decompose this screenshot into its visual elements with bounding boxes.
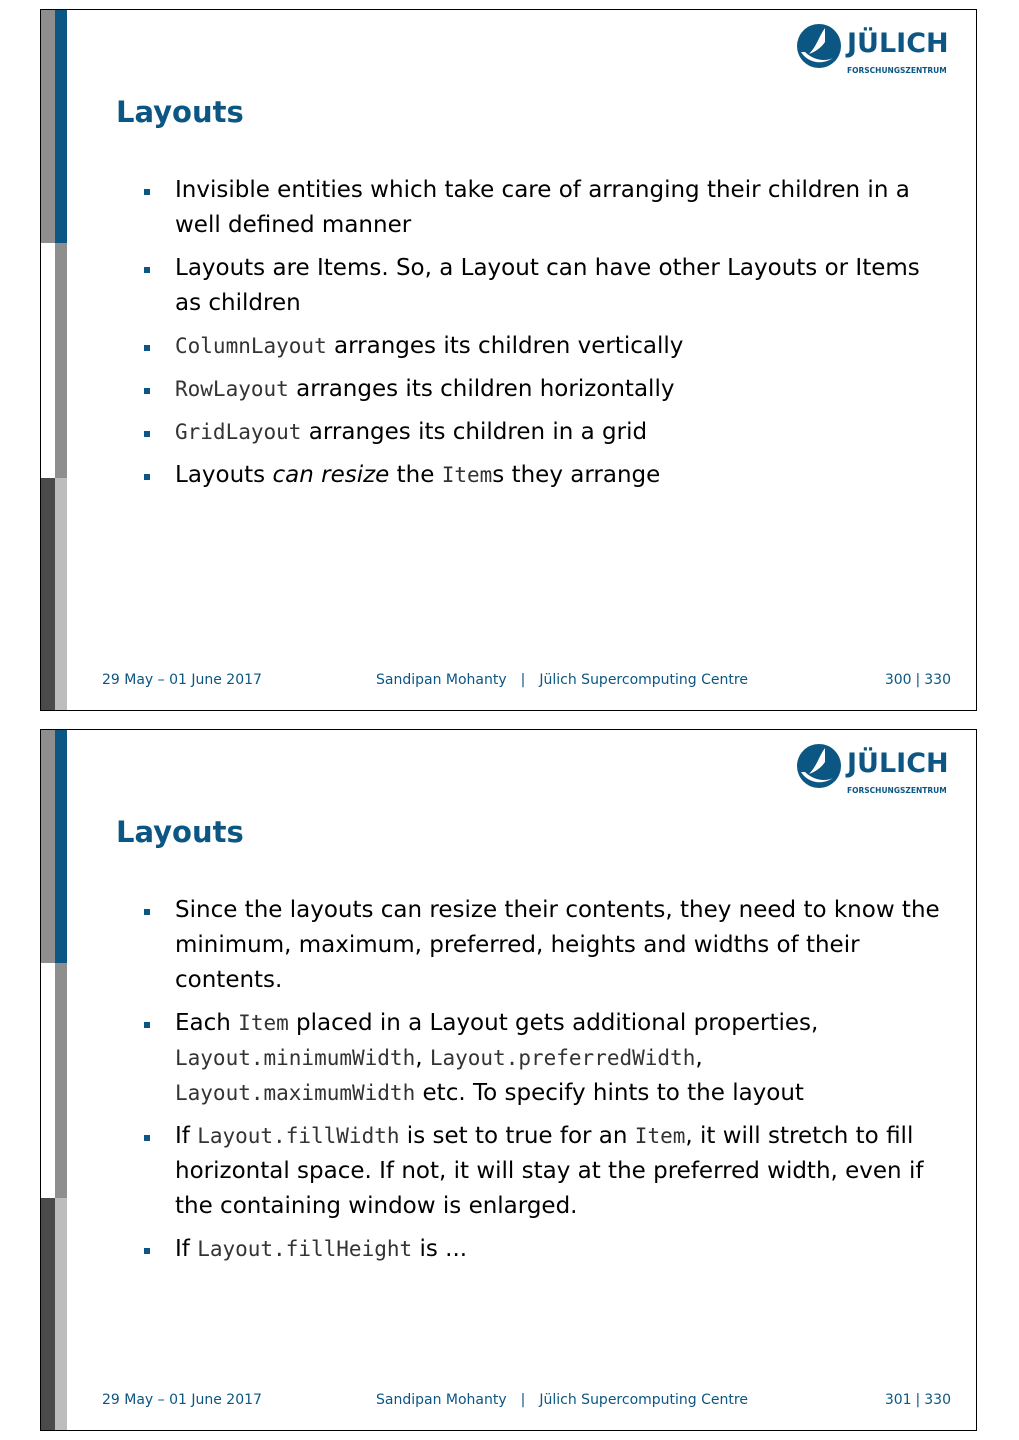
footer-separator: | <box>520 1392 526 1408</box>
footer-separator: | <box>520 672 526 688</box>
footer-date: 29 May – 01 June 2017 <box>102 1392 262 1408</box>
code-term: Item <box>441 463 493 487</box>
bullet-list <box>141 893 941 1275</box>
bullet-text: Each <box>175 1010 239 1036</box>
bullet-text: Layouts <box>175 462 273 488</box>
bullet-text: arranges its children in a grid <box>301 419 648 445</box>
code-term: ColumnLayout <box>175 334 327 358</box>
bullet-text: , <box>695 1045 703 1071</box>
slide-title: Layouts <box>116 815 244 849</box>
code-term: Layout.fillWidth <box>197 1124 400 1148</box>
logo-wordmark: JÜLICH <box>847 748 949 779</box>
code-term: Item <box>238 1011 289 1035</box>
bullet-square-icon <box>144 431 150 437</box>
total-pages: 330 <box>924 1392 951 1408</box>
bullet-text: arranges its children vertically <box>326 333 684 359</box>
bullet-text: etc. To specify hints to the layout <box>415 1080 804 1106</box>
bullet-text: is ... <box>412 1236 468 1262</box>
page-separator: | <box>915 672 921 688</box>
footer-institute: Jülich Supercomputing Centre <box>539 1392 748 1408</box>
bullet-text: the <box>389 462 442 488</box>
footer-institute: Jülich Supercomputing Centre <box>539 672 748 688</box>
bullet-text: is set to true for an <box>399 1123 635 1149</box>
julich-logo <box>795 742 955 798</box>
bullet-text: arranges its children horizontally <box>288 376 675 402</box>
side-bar-segment <box>55 730 67 963</box>
bullet-item <box>141 893 941 998</box>
bullet-square-icon <box>144 388 150 394</box>
bullet-list <box>141 173 941 501</box>
footer-center <box>376 1390 748 1410</box>
side-bar-segment <box>55 10 67 243</box>
bullet-item <box>141 1119 941 1224</box>
bullet-square-icon <box>144 345 150 351</box>
slide-title: Layouts <box>116 95 244 129</box>
bullet-text: s they arrange <box>492 462 661 488</box>
code-term: Layout.preferredWidth <box>429 1046 696 1070</box>
side-bar-segment <box>41 10 55 243</box>
slide-footer <box>41 1390 976 1410</box>
bullet-item <box>141 1006 941 1111</box>
logo-subtitle: FORSCHUNGSZENTRUM <box>847 66 947 75</box>
bullet-text: , <box>415 1045 430 1071</box>
logo-subtitle: FORSCHUNGSZENTRUM <box>847 786 947 795</box>
code-term: RowLayout <box>175 377 289 401</box>
side-bar-segment <box>55 243 67 478</box>
bullet-text: If <box>175 1123 198 1149</box>
julich-logo-icon <box>795 742 843 790</box>
side-bar-segment <box>55 963 67 1198</box>
bullet-square-icon <box>144 1248 150 1254</box>
code-term: Layout.minimumWidth <box>175 1046 416 1070</box>
bullet-item <box>141 251 941 321</box>
current-page: 300 <box>884 672 912 688</box>
julich-logo <box>795 22 955 78</box>
footer-author: Sandipan Mohanty <box>376 672 507 688</box>
bullet-item <box>141 458 941 493</box>
code-term: Item <box>634 1124 686 1148</box>
side-bar-segment <box>41 730 55 963</box>
total-pages: 330 <box>924 672 951 688</box>
bullet-text: Invisible entities which take care of arranging their children in a well defined manner <box>175 177 910 238</box>
emphasis-text: can resize <box>272 462 390 488</box>
bullet-text: If <box>175 1236 198 1262</box>
bullet-square-icon <box>144 474 150 480</box>
footer-author: Sandipan Mohanty <box>376 1392 507 1408</box>
bullet-text: placed in a Layout gets additional properties, <box>288 1010 819 1036</box>
footer-date: 29 May – 01 June 2017 <box>102 672 262 688</box>
footer-center <box>376 670 748 690</box>
logo-wordmark: JÜLICH <box>847 28 949 59</box>
bullet-item <box>141 372 941 407</box>
slide-footer <box>41 670 976 690</box>
footer-page-number <box>885 670 951 690</box>
current-page: 301 <box>884 1392 912 1408</box>
code-term: Layout.fillHeight <box>197 1237 413 1261</box>
page-separator: | <box>915 1392 921 1408</box>
bullet-item <box>141 415 941 450</box>
side-bar-segment <box>41 243 55 478</box>
code-term: Layout.maximumWidth <box>175 1081 416 1105</box>
bullet-square-icon <box>144 1022 150 1028</box>
bullet-text: Since the layouts can resize their contents, they need to know the minimum, maximum, preferred, heights and widths of their contents. <box>175 897 940 993</box>
bullet-square-icon <box>144 909 150 915</box>
side-bar-segment <box>41 963 55 1198</box>
bullet-square-icon <box>144 267 150 273</box>
bullet-item <box>141 329 941 364</box>
slide-300 <box>40 9 977 711</box>
bullet-item <box>141 173 941 243</box>
julich-logo-icon <box>795 22 843 70</box>
bullet-square-icon <box>144 189 150 195</box>
bullet-text: Layouts are Items. So, a Layout can have other Layouts or Items as children <box>175 255 920 316</box>
code-term: GridLayout <box>175 420 302 444</box>
bullet-square-icon <box>144 1135 150 1141</box>
footer-page-number <box>885 1390 951 1410</box>
bullet-item <box>141 1232 941 1267</box>
bullet-text: , it will stretch to fill horizontal space. If not, it will stay at the preferred width, even if the containing window is enlarged. <box>175 1123 924 1219</box>
slide-301 <box>40 729 977 1431</box>
